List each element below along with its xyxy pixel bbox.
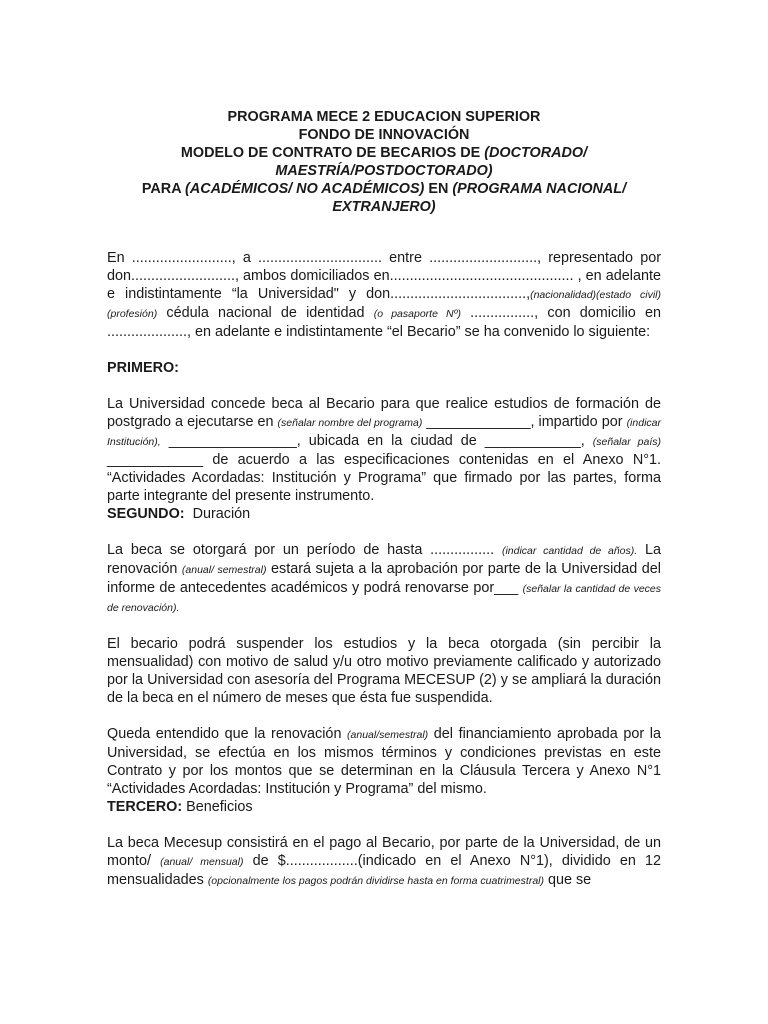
segundo-paragraph-3: [107, 725, 661, 798]
title-line-5-mid: EN: [424, 181, 453, 197]
intro-text-3: ................, con domicilio en ...................., en adelante e indistintamente “el Becario” se ha convenido lo siguiente:: [107, 305, 661, 340]
title-line-5-italic-1: (ACADÉMICOS/ NO ACADÉMICOS): [185, 181, 425, 197]
title-line-5-prefix: PARA: [141, 181, 186, 197]
segundo-heading-text: SEGUNDO:: [107, 506, 185, 522]
title-line-3-text: MODELO DE CONTRATO DE BECARIOS DE: [180, 145, 485, 161]
intro-text-1: En ........................., a ............................... entre ..........................., representado por don.........................., ambos domiciliados en.............................................. , en adelante e indistintamente “la Universidad" y don..................................,: [107, 250, 661, 302]
tercero-heading: [107, 798, 661, 816]
title-line-6: [60, 198, 708, 216]
segundo-subheading: Duración: [192, 506, 251, 522]
intro-note-2: (o pasaporte Nº): [373, 308, 461, 320]
title-line-1: PROGRAMA MECE 2 EDUCACION SUPERIOR: [227, 109, 541, 125]
segundo-heading: [107, 505, 661, 523]
title-line-3-italic: (DOCTORADO/: [484, 145, 588, 161]
primero-text-3: ________________, ubicada en la ciudad de ____________,: [160, 433, 593, 449]
intro-paragraph: [107, 249, 661, 341]
segundo-p3-note-1: (anual/semestral): [347, 729, 429, 741]
segundo-p3-text-2: del financiamiento aprobada por la Universidad, se efectúa en los mismos términos y condiciones previstas en este Contrato y por los montos que se determinan en la Cláusula Tercera y Anexo N°1 “Actividades Acordadas: Institución y Programa” del mismo.: [107, 726, 661, 797]
primero-text-1: La Universidad concede beca al Becario para que realice estudios de formación de postgrado a ejecutarse en: [107, 396, 661, 430]
intro-note-1: (nacionalidad)(estado civil)(profesión): [107, 289, 661, 320]
segundo-p1-note-3: (señalar la cantidad de veces de renovación).: [107, 583, 661, 614]
tercero-note-1: (anual/ mensual): [160, 856, 244, 868]
segundo-p3-text-1: Queda entendido que la renovación: [107, 726, 348, 742]
primero-heading: [107, 359, 661, 377]
segundo-p1-note-2: (anual/ semestral): [181, 564, 267, 576]
title-line-6-italic: EXTRANJERO): [332, 199, 436, 215]
tercero-text-1: La beca Mecesup consistirá en el pago al Becario, por parte de la Universidad, de un monto/: [107, 835, 661, 869]
segundo-p1-text-1: La beca se otorgará por un período de hasta ................: [107, 542, 502, 558]
primero-heading-text: PRIMERO:: [107, 360, 179, 376]
primero-text-2: _____________, impartido por: [422, 414, 627, 430]
tercero-paragraph: [107, 834, 661, 890]
tercero-subheading: Beneficios: [186, 799, 253, 815]
primero-note-1: (señalar nombre del programa): [277, 417, 423, 429]
title-line-2: FONDO DE INNOVACIÓN: [298, 127, 470, 143]
intro-text-2: cédula nacional de identidad: [157, 305, 374, 321]
primero-note-3: (señalar país): [592, 436, 661, 448]
title-line-3: [60, 144, 708, 162]
title-line-5: [60, 180, 708, 198]
contract-body: [107, 249, 661, 890]
tercero-text-3: que se: [543, 872, 592, 888]
title-line-4-italic: MAESTRÍA/POSTDOCTORADO): [275, 163, 493, 179]
segundo-paragraph-2: El becario podrá suspender los estudios y la beca otorgada (sin percibir la mensualidad) con motivo de salud y/u otro motivo previamente calificado y autorizado por la Universidad con asesoría del Programa MECESUP (2) y se ampliará la duración de la beca en el número de meses que ésta fue suspendida.: [107, 636, 661, 706]
primero-note-2: (indicar Institución),: [107, 417, 661, 448]
segundo-p1-text-2: La renovación: [107, 542, 661, 577]
segundo-paragraph-1: [107, 541, 661, 617]
primero-text-4: ____________ de acuerdo a las especificaciones contenidas en el Anexo N°1. “Actividades Acordadas: Institución y Programa” que firmado por las partes, forma parte integrante del presente instrumento.: [107, 452, 661, 504]
primero-paragraph: [107, 395, 661, 505]
segundo-p1-note-1: (indicar cantidad de años).: [501, 545, 638, 557]
segundo-p1-text-3: estará sujeta a la aprobación por parte de la Universidad del informe de antecedentes académicos y podrá renovarse por___: [107, 561, 661, 596]
tercero-text-2: de $..................(indicado en el Anexo N°1), dividido en 12 mensualidades: [107, 853, 661, 888]
tercero-heading-text: TERCERO:: [107, 799, 183, 815]
title-line-4: [60, 162, 708, 180]
tercero-note-2: (opcionalmente los pagos podrán dividirse hasta en forma cuatrimestral): [207, 875, 544, 887]
document-title-block: [60, 108, 708, 216]
title-line-5-italic-2: (PROGRAMA NACIONAL/: [452, 181, 627, 197]
